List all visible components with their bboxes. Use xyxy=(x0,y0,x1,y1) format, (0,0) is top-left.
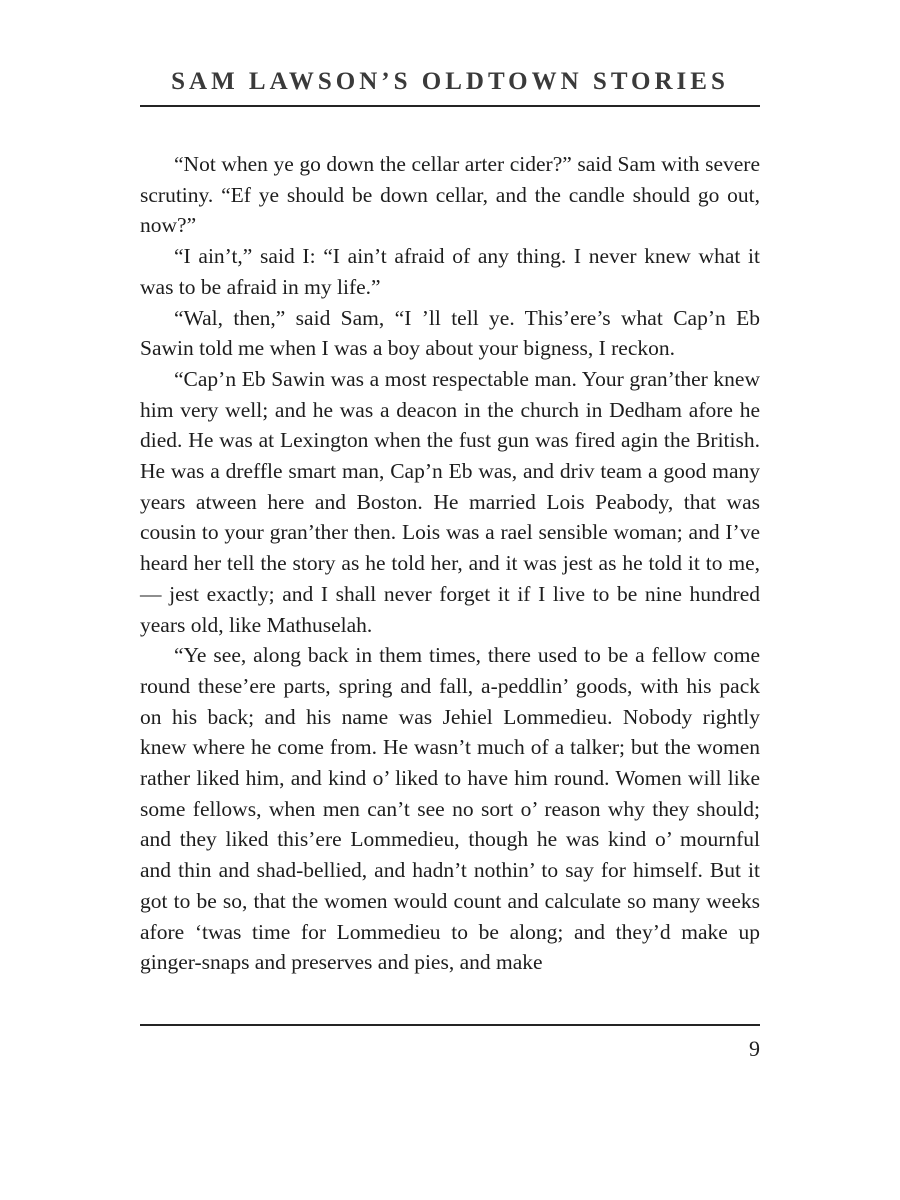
running-head-title: SAM LAWSON’S OLDTOWN STORIES xyxy=(171,68,729,95)
paragraph: “Ye see, along back in them times, there used to be a fellow come round these’ere parts, spring and fall, a-peddlin’ goods, with his pack on his back; and his name was Jehiel Lommedieu. Nobody rightly knew where he come from. He wasn’t much of a talker; but the women rather liked him, and kind o’ liked to have him round. Women will like some fellows, when men can’t see no sort o’ reason why they should; and they liked this’ere Lommedieu, though he was kind o’ mournful and thin and shad-bellied, and hadn’t nothin’ to say for himself. But it got to be so, that the women would count and calculate so many weeks afore ‘twas time for Lommedieu to be along; and they’d make up ginger-snaps and preserves and pies, and make xyxy=(140,643,760,975)
page-header xyxy=(140,68,760,107)
page-number: 9 xyxy=(749,1035,760,1061)
paragraph: “I ain’t,” said I: “I ain’t afraid of any thing. I never knew what it was to be afraid in my life.” xyxy=(140,244,760,299)
page-body xyxy=(140,149,760,978)
paragraph: “Wal, then,” said Sam, “I ’ll tell ye. This’ere’s what Cap’n Eb Sawin told me when I was a boy about your bigness, I reckon. xyxy=(140,305,760,361)
page-footer xyxy=(140,1024,760,1062)
paragraph: “Not when ye go down the cellar arter cider?” said Sam with severe scrutiny. “Ef ye should be down cellar, and the candle should go out, now?” xyxy=(140,152,760,238)
paragraph: “Cap’n Eb Sawin was a most respectable man. Your gran’ther knew him very well; and he was a deacon in the church in Dedham afore he died. He was at Lexington when the fust gun was fired agin the British. He was a dreffle smart man, Cap’n Eb was, and driv team a good many years atween here and Boston. He married Lois Peabody, that was cousin to your gran’ther then. Lois was a rael sensible woman; and I’ve heard her tell the story as he told her, and it was jest as he told it to me, — jest exactly; and I shall never forget it if I live to be nine hundred years old, like Mathuselah. xyxy=(140,366,760,637)
footer-rule xyxy=(140,1024,760,1026)
header-rule xyxy=(140,105,760,107)
